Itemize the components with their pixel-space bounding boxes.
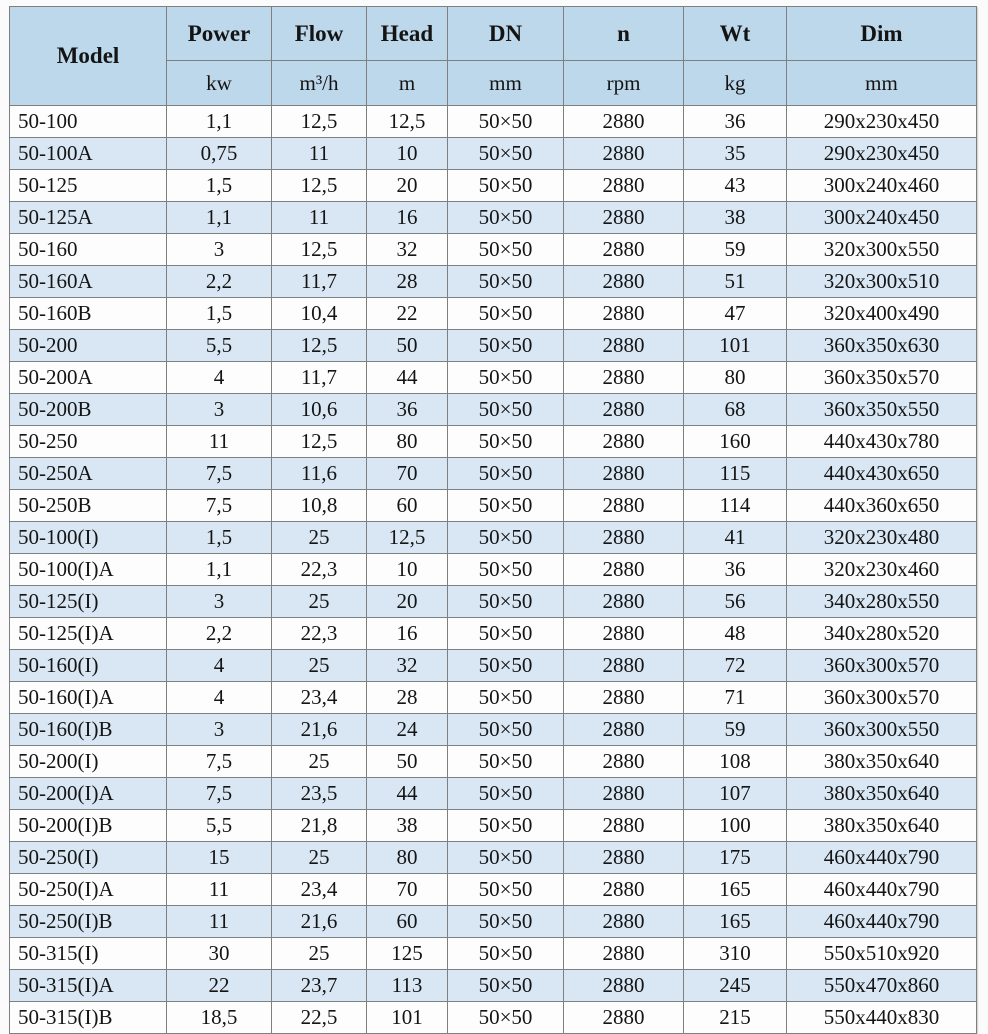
cell-dn: 50×50 [448, 618, 564, 650]
cell-wt: 165 [684, 906, 787, 938]
cell-model: 50-250(I)B [10, 906, 167, 938]
cell-wt: 43 [684, 170, 787, 202]
table-row [10, 682, 977, 714]
cell-power: 1,1 [167, 554, 272, 586]
table-row [10, 426, 977, 458]
cell-wt: 68 [684, 394, 787, 426]
cell-head: 36 [367, 394, 448, 426]
table-row [10, 714, 977, 746]
table-header [10, 7, 977, 106]
cell-dim: 320x400x490 [787, 298, 977, 330]
cell-wt: 107 [684, 778, 787, 810]
cell-dn: 50×50 [448, 810, 564, 842]
cell-dn: 50×50 [448, 938, 564, 970]
cell-model: 50-125(I) [10, 586, 167, 618]
cell-flow: 22,3 [272, 554, 367, 586]
cell-flow: 11 [272, 202, 367, 234]
cell-dn: 50×50 [448, 266, 564, 298]
cell-dim: 440x360x650 [787, 490, 977, 522]
cell-n: 2880 [564, 778, 684, 810]
cell-model: 50-250 [10, 426, 167, 458]
cell-flow: 21,8 [272, 810, 367, 842]
cell-dn: 50×50 [448, 842, 564, 874]
cell-head: 50 [367, 330, 448, 362]
cell-dim: 360x300x570 [787, 682, 977, 714]
cell-n: 2880 [564, 810, 684, 842]
cell-power: 5,5 [167, 810, 272, 842]
cell-flow: 11,6 [272, 458, 367, 490]
table-row [10, 970, 977, 1002]
cell-power: 3 [167, 586, 272, 618]
cell-head: 113 [367, 970, 448, 1002]
cell-head: 60 [367, 490, 448, 522]
cell-model: 50-315(I) [10, 938, 167, 970]
cell-flow: 23,7 [272, 970, 367, 1002]
col-unit-wt: kg [684, 61, 787, 106]
cell-dn: 50×50 [448, 394, 564, 426]
cell-head: 32 [367, 650, 448, 682]
cell-power: 1,5 [167, 170, 272, 202]
cell-flow: 23,4 [272, 682, 367, 714]
cell-dim: 460x440x790 [787, 874, 977, 906]
cell-flow: 10,4 [272, 298, 367, 330]
table-row [10, 202, 977, 234]
cell-dim: 320x300x510 [787, 266, 977, 298]
cell-wt: 245 [684, 970, 787, 1002]
cell-dim: 320x230x460 [787, 554, 977, 586]
cell-head: 44 [367, 362, 448, 394]
cell-n: 2880 [564, 522, 684, 554]
cell-n: 2880 [564, 202, 684, 234]
cell-n: 2880 [564, 970, 684, 1002]
cell-head: 20 [367, 586, 448, 618]
col-header-dim: Dim [787, 7, 977, 61]
cell-wt: 108 [684, 746, 787, 778]
cell-dn: 50×50 [448, 106, 564, 138]
cell-dim: 340x280x550 [787, 586, 977, 618]
cell-flow: 10,6 [272, 394, 367, 426]
table-row [10, 106, 977, 138]
table-row [10, 138, 977, 170]
cell-model: 50-160A [10, 266, 167, 298]
cell-wt: 114 [684, 490, 787, 522]
cell-dn: 50×50 [448, 426, 564, 458]
cell-model: 50-250(I) [10, 842, 167, 874]
cell-dim: 550x440x830 [787, 1002, 977, 1034]
cell-power: 11 [167, 906, 272, 938]
cell-dim: 380x350x640 [787, 810, 977, 842]
col-header-wt: Wt [684, 7, 787, 61]
cell-model: 50-160 [10, 234, 167, 266]
col-header-model: Model [10, 7, 167, 106]
cell-power: 22 [167, 970, 272, 1002]
cell-dn: 50×50 [448, 586, 564, 618]
cell-wt: 115 [684, 458, 787, 490]
cell-dn: 50×50 [448, 522, 564, 554]
cell-wt: 41 [684, 522, 787, 554]
table-row [10, 1002, 977, 1034]
cell-dn: 50×50 [448, 778, 564, 810]
cell-model: 50-200A [10, 362, 167, 394]
cell-model: 50-100(I) [10, 522, 167, 554]
table-row [10, 330, 977, 362]
cell-dn: 50×50 [448, 138, 564, 170]
cell-head: 16 [367, 202, 448, 234]
table-row [10, 938, 977, 970]
cell-dn: 50×50 [448, 650, 564, 682]
cell-n: 2880 [564, 746, 684, 778]
cell-dim: 380x350x640 [787, 778, 977, 810]
cell-dn: 50×50 [448, 682, 564, 714]
cell-n: 2880 [564, 650, 684, 682]
cell-flow: 25 [272, 586, 367, 618]
cell-power: 5,5 [167, 330, 272, 362]
table-row [10, 650, 977, 682]
cell-flow: 12,5 [272, 106, 367, 138]
col-unit-dim: mm [787, 61, 977, 106]
cell-dim: 320x230x480 [787, 522, 977, 554]
cell-model: 50-200 [10, 330, 167, 362]
table-row [10, 394, 977, 426]
cell-head: 44 [367, 778, 448, 810]
cell-flow: 12,5 [272, 330, 367, 362]
table-row [10, 266, 977, 298]
cell-flow: 12,5 [272, 234, 367, 266]
table-row [10, 554, 977, 586]
cell-dim: 440x430x650 [787, 458, 977, 490]
cell-wt: 80 [684, 362, 787, 394]
cell-head: 70 [367, 874, 448, 906]
cell-power: 15 [167, 842, 272, 874]
cell-head: 32 [367, 234, 448, 266]
cell-flow: 25 [272, 842, 367, 874]
col-unit-head: m [367, 61, 448, 106]
cell-n: 2880 [564, 458, 684, 490]
cell-n: 2880 [564, 906, 684, 938]
cell-n: 2880 [564, 234, 684, 266]
cell-dn: 50×50 [448, 746, 564, 778]
cell-dim: 550x510x920 [787, 938, 977, 970]
cell-wt: 101 [684, 330, 787, 362]
col-header-power: Power [167, 7, 272, 61]
cell-dim: 300x240x450 [787, 202, 977, 234]
cell-wt: 71 [684, 682, 787, 714]
col-header-flow: Flow [272, 7, 367, 61]
cell-n: 2880 [564, 938, 684, 970]
cell-model: 50-315(I)B [10, 1002, 167, 1034]
cell-n: 2880 [564, 714, 684, 746]
cell-dim: 320x300x550 [787, 234, 977, 266]
cell-wt: 160 [684, 426, 787, 458]
table-row [10, 778, 977, 810]
cell-n: 2880 [564, 170, 684, 202]
cell-n: 2880 [564, 586, 684, 618]
cell-model: 50-200(I)A [10, 778, 167, 810]
cell-head: 60 [367, 906, 448, 938]
cell-n: 2880 [564, 266, 684, 298]
cell-dim: 360x350x570 [787, 362, 977, 394]
cell-flow: 22,5 [272, 1002, 367, 1034]
cell-dim: 360x300x570 [787, 650, 977, 682]
cell-model: 50-250B [10, 490, 167, 522]
cell-head: 38 [367, 810, 448, 842]
cell-model: 50-250(I)A [10, 874, 167, 906]
table-row [10, 298, 977, 330]
cell-dim: 360x350x630 [787, 330, 977, 362]
cell-model: 50-125 [10, 170, 167, 202]
cell-wt: 310 [684, 938, 787, 970]
cell-n: 2880 [564, 362, 684, 394]
cell-wt: 48 [684, 618, 787, 650]
cell-flow: 25 [272, 650, 367, 682]
table-row [10, 234, 977, 266]
cell-wt: 100 [684, 810, 787, 842]
table-row [10, 874, 977, 906]
cell-flow: 23,4 [272, 874, 367, 906]
cell-model: 50-125A [10, 202, 167, 234]
cell-head: 10 [367, 138, 448, 170]
cell-n: 2880 [564, 138, 684, 170]
cell-dn: 50×50 [448, 170, 564, 202]
col-unit-n: rpm [564, 61, 684, 106]
cell-dim: 340x280x520 [787, 618, 977, 650]
cell-dim: 360x350x550 [787, 394, 977, 426]
cell-power: 4 [167, 682, 272, 714]
cell-n: 2880 [564, 842, 684, 874]
cell-head: 125 [367, 938, 448, 970]
cell-wt: 36 [684, 106, 787, 138]
cell-dim: 550x470x860 [787, 970, 977, 1002]
cell-n: 2880 [564, 1002, 684, 1034]
cell-head: 80 [367, 842, 448, 874]
cell-wt: 215 [684, 1002, 787, 1034]
cell-wt: 56 [684, 586, 787, 618]
cell-wt: 47 [684, 298, 787, 330]
cell-model: 50-100A [10, 138, 167, 170]
cell-dn: 50×50 [448, 330, 564, 362]
cell-wt: 51 [684, 266, 787, 298]
cell-dn: 50×50 [448, 554, 564, 586]
col-unit-power: kw [167, 61, 272, 106]
cell-flow: 11,7 [272, 266, 367, 298]
cell-dim: 290x230x450 [787, 106, 977, 138]
cell-model: 50-160(I) [10, 650, 167, 682]
cell-power: 3 [167, 714, 272, 746]
cell-dim: 300x240x460 [787, 170, 977, 202]
header-label-row [10, 7, 977, 61]
table-row [10, 586, 977, 618]
table-row [10, 842, 977, 874]
cell-wt: 175 [684, 842, 787, 874]
table-row [10, 810, 977, 842]
col-unit-dn: mm [448, 61, 564, 106]
cell-wt: 72 [684, 650, 787, 682]
cell-flow: 12,5 [272, 426, 367, 458]
cell-model: 50-200B [10, 394, 167, 426]
cell-n: 2880 [564, 298, 684, 330]
cell-power: 11 [167, 426, 272, 458]
table-row [10, 746, 977, 778]
cell-model: 50-315(I)A [10, 970, 167, 1002]
cell-head: 22 [367, 298, 448, 330]
cell-flow: 25 [272, 522, 367, 554]
cell-model: 50-100(I)A [10, 554, 167, 586]
cell-n: 2880 [564, 394, 684, 426]
cell-wt: 36 [684, 554, 787, 586]
cell-power: 3 [167, 394, 272, 426]
cell-flow: 10,8 [272, 490, 367, 522]
cell-dn: 50×50 [448, 298, 564, 330]
cell-head: 50 [367, 746, 448, 778]
cell-dim: 460x440x790 [787, 906, 977, 938]
cell-power: 2,2 [167, 266, 272, 298]
cell-head: 24 [367, 714, 448, 746]
cell-flow: 21,6 [272, 714, 367, 746]
cell-dn: 50×50 [448, 362, 564, 394]
cell-model: 50-100 [10, 106, 167, 138]
cell-wt: 59 [684, 714, 787, 746]
cell-flow: 21,6 [272, 906, 367, 938]
cell-power: 11 [167, 874, 272, 906]
cell-power: 1,5 [167, 298, 272, 330]
cell-dim: 380x350x640 [787, 746, 977, 778]
cell-dn: 50×50 [448, 458, 564, 490]
table-body [10, 106, 977, 1034]
cell-flow: 12,5 [272, 170, 367, 202]
cell-n: 2880 [564, 330, 684, 362]
cell-dim: 360x300x550 [787, 714, 977, 746]
cell-power: 3 [167, 234, 272, 266]
cell-power: 7,5 [167, 778, 272, 810]
col-unit-flow: m³/h [272, 61, 367, 106]
cell-n: 2880 [564, 554, 684, 586]
cell-wt: 59 [684, 234, 787, 266]
cell-model: 50-200(I)B [10, 810, 167, 842]
cell-dn: 50×50 [448, 970, 564, 1002]
cell-head: 101 [367, 1002, 448, 1034]
cell-head: 12,5 [367, 522, 448, 554]
cell-model: 50-125(I)A [10, 618, 167, 650]
cell-dn: 50×50 [448, 714, 564, 746]
cell-flow: 25 [272, 746, 367, 778]
cell-power: 7,5 [167, 490, 272, 522]
cell-power: 4 [167, 650, 272, 682]
cell-head: 28 [367, 266, 448, 298]
cell-dim: 460x440x790 [787, 842, 977, 874]
col-header-n: n [564, 7, 684, 61]
cell-power: 1,1 [167, 106, 272, 138]
cell-model: 50-160(I)B [10, 714, 167, 746]
cell-model: 50-160(I)A [10, 682, 167, 714]
cell-head: 70 [367, 458, 448, 490]
cell-wt: 38 [684, 202, 787, 234]
cell-head: 10 [367, 554, 448, 586]
table-row [10, 906, 977, 938]
table-row [10, 362, 977, 394]
cell-n: 2880 [564, 682, 684, 714]
cell-n: 2880 [564, 618, 684, 650]
cell-power: 18,5 [167, 1002, 272, 1034]
cell-model: 50-160B [10, 298, 167, 330]
col-header-dn: DN [448, 7, 564, 61]
cell-power: 0,75 [167, 138, 272, 170]
col-header-head: Head [367, 7, 448, 61]
cell-n: 2880 [564, 874, 684, 906]
cell-dim: 440x430x780 [787, 426, 977, 458]
cell-dn: 50×50 [448, 202, 564, 234]
cell-n: 2880 [564, 426, 684, 458]
cell-wt: 165 [684, 874, 787, 906]
cell-dim: 290x230x450 [787, 138, 977, 170]
cell-model: 50-250A [10, 458, 167, 490]
cell-flow: 11 [272, 138, 367, 170]
cell-power: 2,2 [167, 618, 272, 650]
cell-power: 1,5 [167, 522, 272, 554]
cell-dn: 50×50 [448, 874, 564, 906]
cell-flow: 25 [272, 938, 367, 970]
pump-spec-table [9, 6, 977, 1034]
cell-power: 7,5 [167, 746, 272, 778]
table-row [10, 618, 977, 650]
cell-n: 2880 [564, 490, 684, 522]
cell-head: 20 [367, 170, 448, 202]
cell-power: 4 [167, 362, 272, 394]
cell-dn: 50×50 [448, 234, 564, 266]
table-row [10, 522, 977, 554]
cell-flow: 22,3 [272, 618, 367, 650]
cell-dn: 50×50 [448, 490, 564, 522]
cell-power: 1,1 [167, 202, 272, 234]
cell-dn: 50×50 [448, 906, 564, 938]
cell-head: 12,5 [367, 106, 448, 138]
cell-n: 2880 [564, 106, 684, 138]
cell-model: 50-200(I) [10, 746, 167, 778]
cell-power: 7,5 [167, 458, 272, 490]
table-row [10, 170, 977, 202]
table-row [10, 458, 977, 490]
cell-head: 16 [367, 618, 448, 650]
cell-head: 80 [367, 426, 448, 458]
cell-flow: 23,5 [272, 778, 367, 810]
cell-head: 28 [367, 682, 448, 714]
cell-flow: 11,7 [272, 362, 367, 394]
cell-wt: 35 [684, 138, 787, 170]
cell-power: 30 [167, 938, 272, 970]
table-row [10, 490, 977, 522]
cell-dn: 50×50 [448, 1002, 564, 1034]
